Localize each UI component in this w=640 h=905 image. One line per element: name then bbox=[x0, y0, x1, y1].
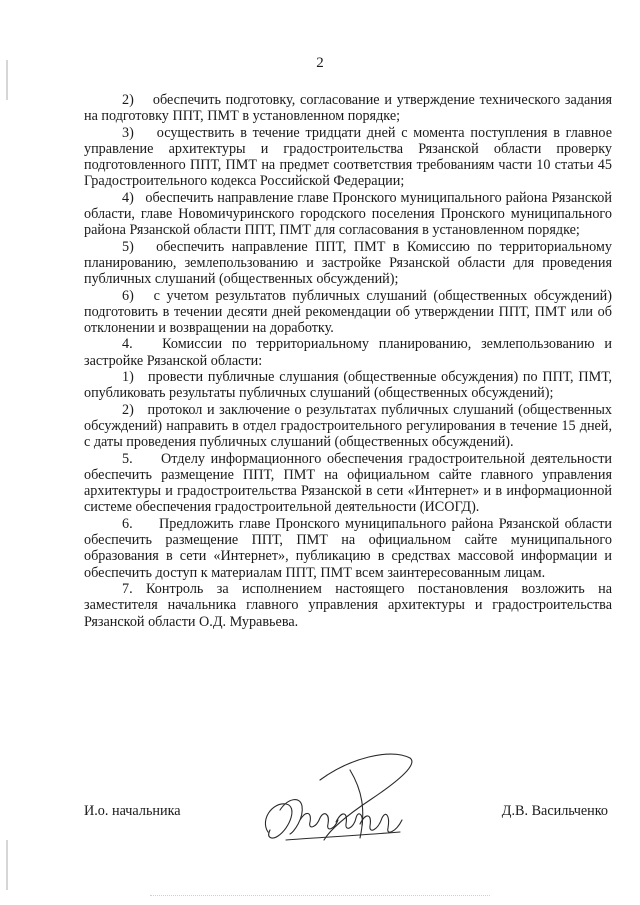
paragraph-item-5: 5) обеспечить направление ППТ, ПМТ в Комиссию по территориальному планированию, землепользованию и застройке Рязанской области для проведения публичных слушаний (общественных обсуждений); bbox=[84, 238, 612, 288]
paragraph-section-7: 7. Контроль за исполнением настоящего постановления возложить на заместителя начальника главного управления архитектуры и градостроительства Рязанской области О.Д. Муравьева. bbox=[84, 580, 612, 630]
paragraph-item-3: 3) осуществить в течение тридцати дней с момента поступления в главное управление архитектуры и градостроительства Рязанской области проверку подготовленного ППТ, ПМТ на предмет соответствия требованиям части 10 статьи 45 Градостроительного кодекса Российской Федерации; bbox=[84, 124, 612, 190]
paragraph-item-4: 4) обеспечить направление главе Пронского муниципального района Рязанской области, главе Новомичуринского городского поселения Пронского муниципального района Рязанской области ППТ, ПМТ для согласования в установленном порядке; bbox=[84, 189, 612, 239]
signatory-position: И.о. начальника bbox=[84, 803, 181, 819]
paragraph-section-4-item-2: 2) протокол и заключение о результатах публичных слушаний (общественных обсуждений) направить в отдел градостроительного регулирования в течение 15 дней, с даты проведения публичных слушаний (общественных обсуждений). bbox=[84, 401, 612, 451]
scan-edge-mark-bottom bbox=[6, 840, 8, 890]
handwritten-signature bbox=[250, 740, 420, 850]
paragraph-section-4-item-1: 1) провести публичные слушания (общественные обсуждения) по ППТ, ПМТ, опубликовать результаты публичных слушаний (общественных обсуждений); bbox=[84, 369, 612, 402]
paragraph-section-5: 5. Отделу информационного обеспечения градостроительной деятельности обеспечить размещение ППТ, ПМТ на официальном сайте главного управления архитектуры и градостроительства Рязанской в сети «Интернет» и в информационной системе обеспечения градостроительной деятельности (ИСОГД). bbox=[84, 450, 612, 516]
scan-bottom-mark bbox=[150, 895, 490, 897]
paragraph-item-6: 6) с учетом результатов публичных слушаний (общественных обсуждений) подготовить в течении десяти дней рекомендации об утверждении ППТ, ПМТ или об отклонении и возвращении на доработку. bbox=[84, 287, 612, 337]
signatory-name: Д.В. Васильченко bbox=[501, 803, 608, 819]
document-body bbox=[84, 92, 612, 630]
paragraph-section-6: 6. Предложить главе Пронского муниципального района Рязанской области обеспечить размещение ППТ, ПМТ на официальном сайте муниципального образования в сети «Интернет», публикацию в средствах массовой информации и обеспечить доступ к материалам ППТ, ПМТ всем заинтересованным лицам. bbox=[84, 515, 612, 581]
paragraph-section-4: 4. Комиссии по территориальному планированию, землепользованию и застройке Рязанской области: bbox=[84, 336, 612, 369]
paragraph-item-2: 2) обеспечить подготовку, согласование и утверждение технического задания на подготовку ППТ, ПМТ в установленном порядке; bbox=[84, 92, 612, 125]
page-number: 2 bbox=[316, 55, 324, 71]
